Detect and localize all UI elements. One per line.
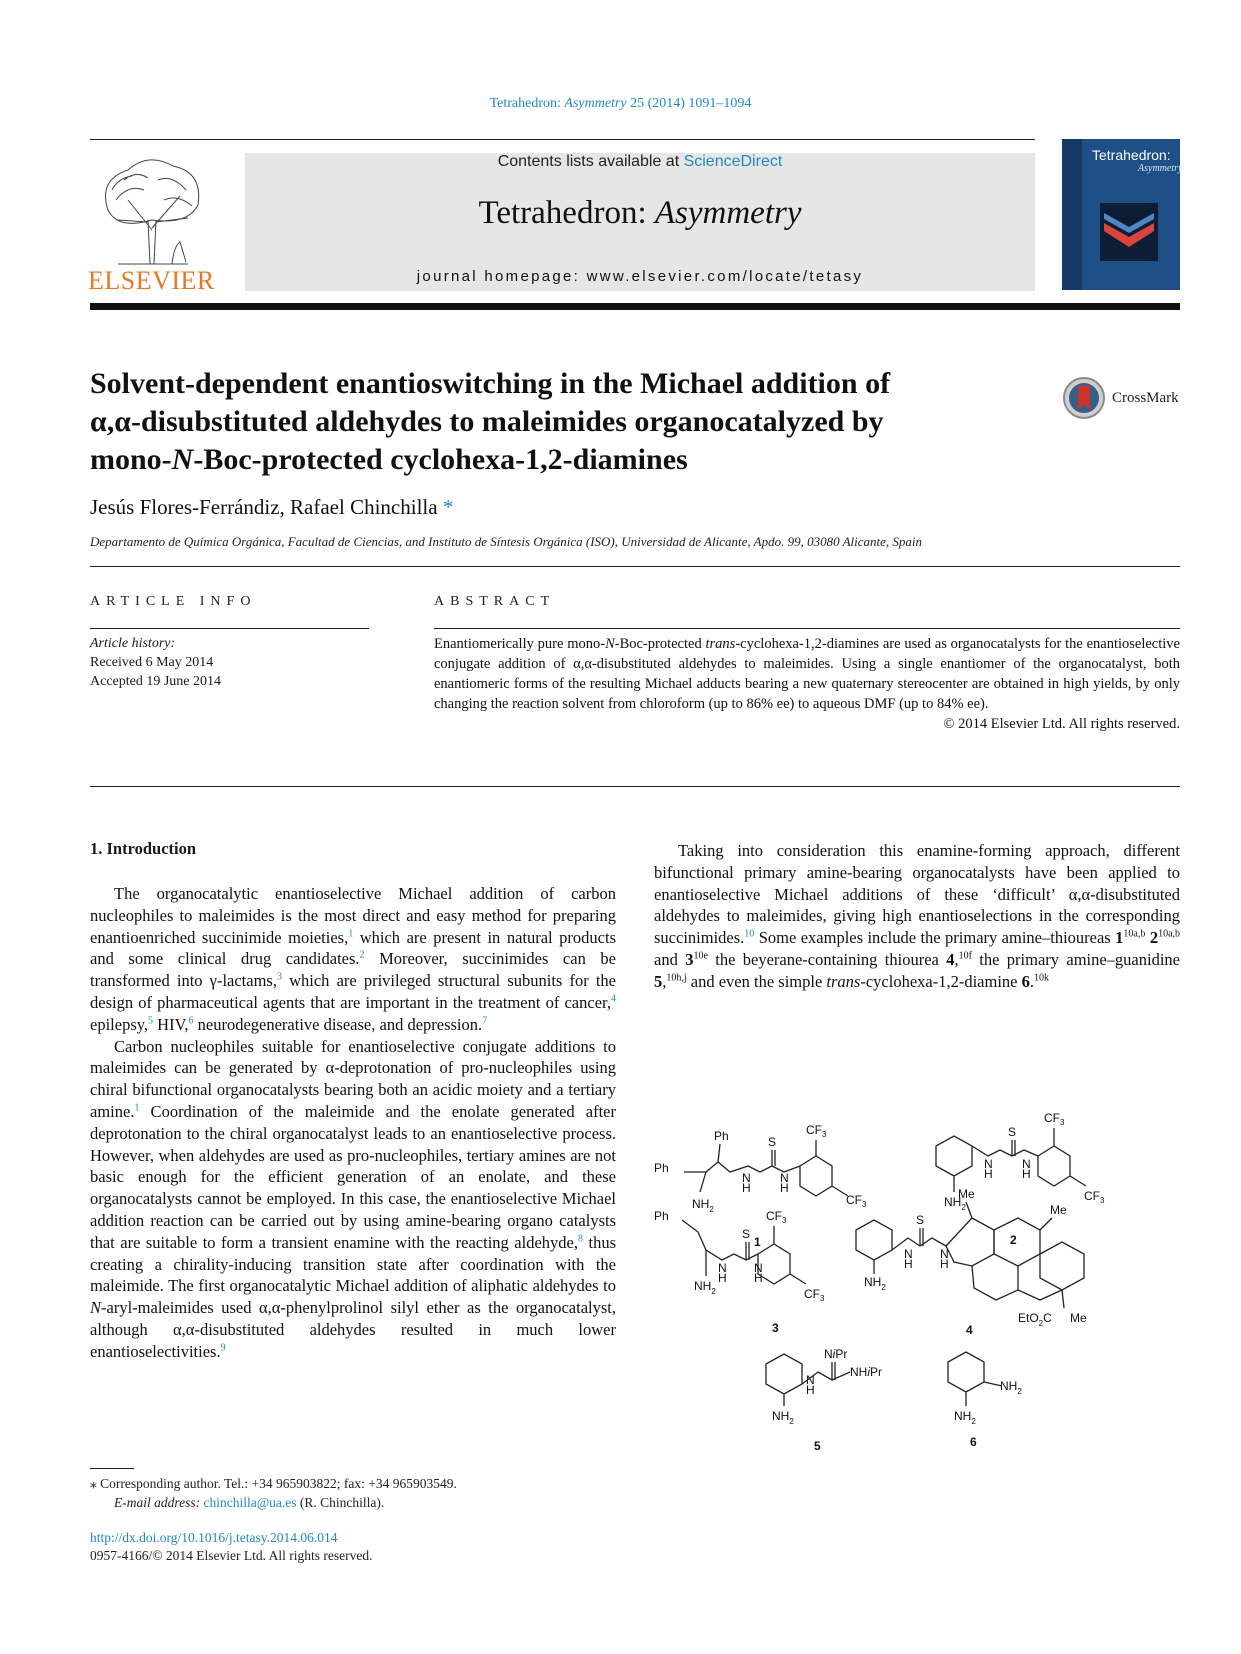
c1-nh2-link-label: N H [780,1171,789,1195]
reference-link[interactable]: 3 [276,971,282,983]
c1-ph-label: Ph [654,1161,669,1175]
journal-homepage[interactable]: journal homepage: www.elsevier.com/locate/tetasy [416,268,864,285]
authors: Jesús Flores-Ferrándiz, Rafael Chinchilla * [90,495,454,519]
reference-superscript: 10e [693,950,708,962]
compound-label-3: 3 [772,1321,779,1335]
reference-link[interactable]: 10 [744,928,755,940]
reference-superscript: 10a,b [1158,928,1181,940]
crossmark-badge[interactable] [1062,376,1179,420]
header-thick-rule [90,303,1180,310]
reference-link[interactable]: 1 [134,1102,140,1114]
journal-masthead [245,153,1035,291]
c1-ph2-label: Ph [714,1129,729,1143]
reference-superscript: 10a,b [1123,928,1146,940]
reference-superscript: 10h,j [666,972,687,984]
c6-nh2-bottom-label: $NH_2$ [954,1409,976,1426]
footnote-rule [90,1468,134,1469]
c4-nh2-link-label: N H [940,1247,949,1271]
publisher-name: ELSEVIER [88,266,215,295]
reference-link[interactable]: 7 [482,1015,488,1027]
received-date: Received 6 May 2014 [90,655,214,670]
reference-link[interactable]: 4 [611,993,616,1005]
c3-s-label: S [742,1227,751,1241]
c1-nh2-label: $NH_2$ [692,1197,714,1214]
compound-label-5: 5 [814,1439,821,1453]
intro-heading: 1. Introduction [90,839,197,858]
c5-nipr-label: NiPr [824,1347,848,1361]
c1-nh-label: N H [742,1171,751,1195]
catalyst-structures-figure [654,1100,1180,1520]
corresponding-author-mark[interactable]: * [442,495,454,519]
abstract-bottom-rule [90,786,1180,787]
cover-artwork-icon [1100,203,1158,261]
intro-right-column [654,840,1180,993]
c5-nh2-label: $NH_2$ [772,1409,794,1426]
c4-ester-label: EtO$_2$C [1018,1311,1052,1328]
reference-link[interactable]: 9 [220,1342,226,1354]
affiliation-rule [90,566,1180,567]
abstract-rule [434,628,1180,629]
c2-nh-label: N H [984,1157,993,1181]
article-info-heading: ARTICLE INFO [90,594,257,609]
c5-nhipr-label: NHiPr [850,1365,883,1379]
reference-link[interactable]: 2 [359,949,365,961]
intro-paragraph-2: Carbon nucleophiles suitable for enantioselective conjugate additions to maleimides can be generated by α-deprotonation of pro-nucleophiles using chiral bifunctional organocatalysts bearing both an acidic moiety and a tertiary amine.$^1$ Coordination of the maleimide and the enolate generated after deprotonation to the chiral organocatalyst leads to an enantioselective process. However, when aldehydes are used as pro-nucleophiles, tertiary amines are not basic enough for the efficient generation of an enolate, and these organocatalysts cannot be employed. In this case, the enantioselective Michael addition reaction can be carried out by using amine-bearing organo catalysts that are suitable to form a transient enamine with the reacting aldehyde,$^8$ thus creating a chirality-inducing transition state after coordination with the maleimide. The first organocatalytic Michael addition of aliphatic aldehydes to N-aryl-maleimides used α,α-phenylprolinol silyl ether as the organocatalyst, although α,α-disubstituted aldehydes resulted in much lower enantioselectivities.$^9$ [90,1036,616,1361]
c2-nh2-label: $NH_2$ [944,1195,966,1212]
accepted-date: Accepted 19 June 2014 [90,674,222,689]
reference-link[interactable]: 8 [577,1233,583,1245]
journal-reference[interactable]: Tetrahedron: Asymmetry 25 (2014) 1091–1094 [489,96,752,111]
journal-cover [1062,139,1183,290]
c4-me-mid: Me [1050,1203,1067,1217]
catalyst-structures-svg [654,1100,1180,1520]
reference-link[interactable]: 6 [188,1015,194,1027]
reference-link[interactable]: 5 [148,1015,154,1027]
c4-s-label: S [916,1213,925,1227]
c3-nh2-label: $NH_2$ [694,1279,716,1296]
c1-s-label: S [768,1135,777,1149]
c3-nh2-link-label: N H [754,1261,763,1285]
crossmark-icon [1062,376,1106,420]
c5-nh-label: N H [806,1373,815,1397]
c6-nh2-right-label: $NH_2$ [1000,1379,1022,1396]
abstract-heading: ABSTRACT [434,594,556,609]
intro-left-column [90,883,616,1363]
corresponding-author-footnote: ⁎ Corresponding author. Tel.: +34 965903822; fax: +34 965903549. E-mail address: chinchilla@ua.es (R. Chinchilla). [90,1476,457,1510]
c3-ph-label: Ph [654,1209,669,1223]
c2-nh2-link-label: N H [1022,1157,1031,1181]
c4-me-top: Me [958,1187,975,1201]
author-email-link[interactable]: chinchilla@ua.es [203,1495,297,1510]
c2-cf3-top: $CF_3$ [1044,1111,1065,1127]
reference-superscript: 10f [958,950,972,962]
c3-nh-label: N H [718,1261,727,1285]
abstract-text: Enantiomerically pure mono-N-Boc-protected trans-cyclohexa-1,2-diamines are used as organocatalysts for the enantioselective conjugate addition of α,α-disubstituted aldehydes to maleimides. Using a single enantiomer of the organocatalyst, both enantiomeric forms of the resulting Michael adducts bearing a new quaternary stereocenter are obtained in high yields, by only changing the reaction solvent from chloroform (up to 86% ee) to aqueous DMF (up to 84% ee). © 2014 Elsevier Ltd. All rights reserved. [434,636,1180,732]
c2-s-label: S [1008,1125,1017,1139]
c1-cf3-right: $CF_3$ [846,1193,867,1209]
header-top-rule [90,139,1035,140]
compound-label-1: 1 [754,1235,761,1249]
cover-subtitle: Asymmetry [1138,163,1183,174]
cover-title: Tetrahedron: [1092,147,1171,163]
doi-link[interactable]: http://dx.doi.org/10.1016/j.tetasy.2014.06.014 [90,1530,338,1545]
journal-title: Tetrahedron: Asymmetry [478,195,802,231]
article-title: Solvent-dependent enantioswitching in the Michael addition of α,α-disubstituted aldehydes to maleimides organocatalyzed by mono-N-Boc-protected cyclohexa-1,2-diamines [90,367,891,476]
c1-cf3-top: $CF_3$ [806,1123,827,1139]
article-history [90,634,221,691]
reference-link[interactable]: 1 [348,928,354,940]
c4-nh2-label: $NH_2$ [864,1275,886,1292]
intro-paragraph-1: The organocatalytic enantioselective Michael addition of carbon nucleophiles to maleimides is the most direct and easy method for preparing enantioenriched succinimide moieties,$^1$ which are present in natural products and some clinical drug candidates.$^2$ Moreover, succinimides can be transformed into γ-lactams,$^3$ which are privileged structural subunits for the design of pharmaceutical agents that are important in the treatment of cancer,$^4$ epilepsy,$^5$ HIV,$^6$ neurodegenerative disease, and depression.$^7$ [90,884,616,1034]
article-info-rule [90,628,369,629]
compound-label-6: 6 [970,1435,977,1449]
sciencedirect-link[interactable]: ScienceDirect [683,153,783,170]
contents-line: Contents lists available at ScienceDirect [497,153,783,170]
compound-label-2: 2 [1010,1233,1017,1247]
issn-line: 0957-4166/© 2014 Elsevier Ltd. All rights reserved. [90,1548,373,1563]
c3-cf3-top: $CF_3$ [766,1209,787,1225]
affiliation: Departamento de Química Orgánica, Facultad de Ciencias, and Instituto de Síntesis Orgánica (ISO), Universidad de Alicante, Apdo. 99, 03080 Alicante, Spain [90,534,923,549]
reference-superscript: 10k [1034,972,1049,984]
c3-cf3-right: $CF_3$ [804,1287,825,1303]
abstract-copyright: © 2014 Elsevier Ltd. All rights reserved. [943,716,1180,732]
compound-label-4: 4 [966,1323,973,1337]
c4-nh-label: N H [904,1247,913,1271]
elsevier-tree-logo [88,150,216,266]
intro-paragraph-3: Taking into consideration this enamine-forming approach, different bifunctional primary amine-bearing organocatalysts have been applied to enantioselective Michael additions of these ‘difficult’ α,α-disubstituted aldehydes to maleimides, giving high enantioselections in the corresponding succinimides.$^{10}$ Some examples include the primary amine–thioureas $1^{10a,b}$ $2^{10a,b}$ and $3^{10e}$ the beyerane-containing thiourea 4,$^{10f}$ the primary amine–guanidine 5,$^{10h,j}$ and even the simple trans-cyclohexa-1,2-diamine 6.$^{10k}$ [654,841,1181,991]
c2-cf3-right: $CF_3$ [1084,1189,1105,1205]
c4-me-bottom: Me [1070,1311,1087,1325]
crossmark-label: CrossMark [1112,389,1179,406]
history-label: Article history: [90,636,176,651]
